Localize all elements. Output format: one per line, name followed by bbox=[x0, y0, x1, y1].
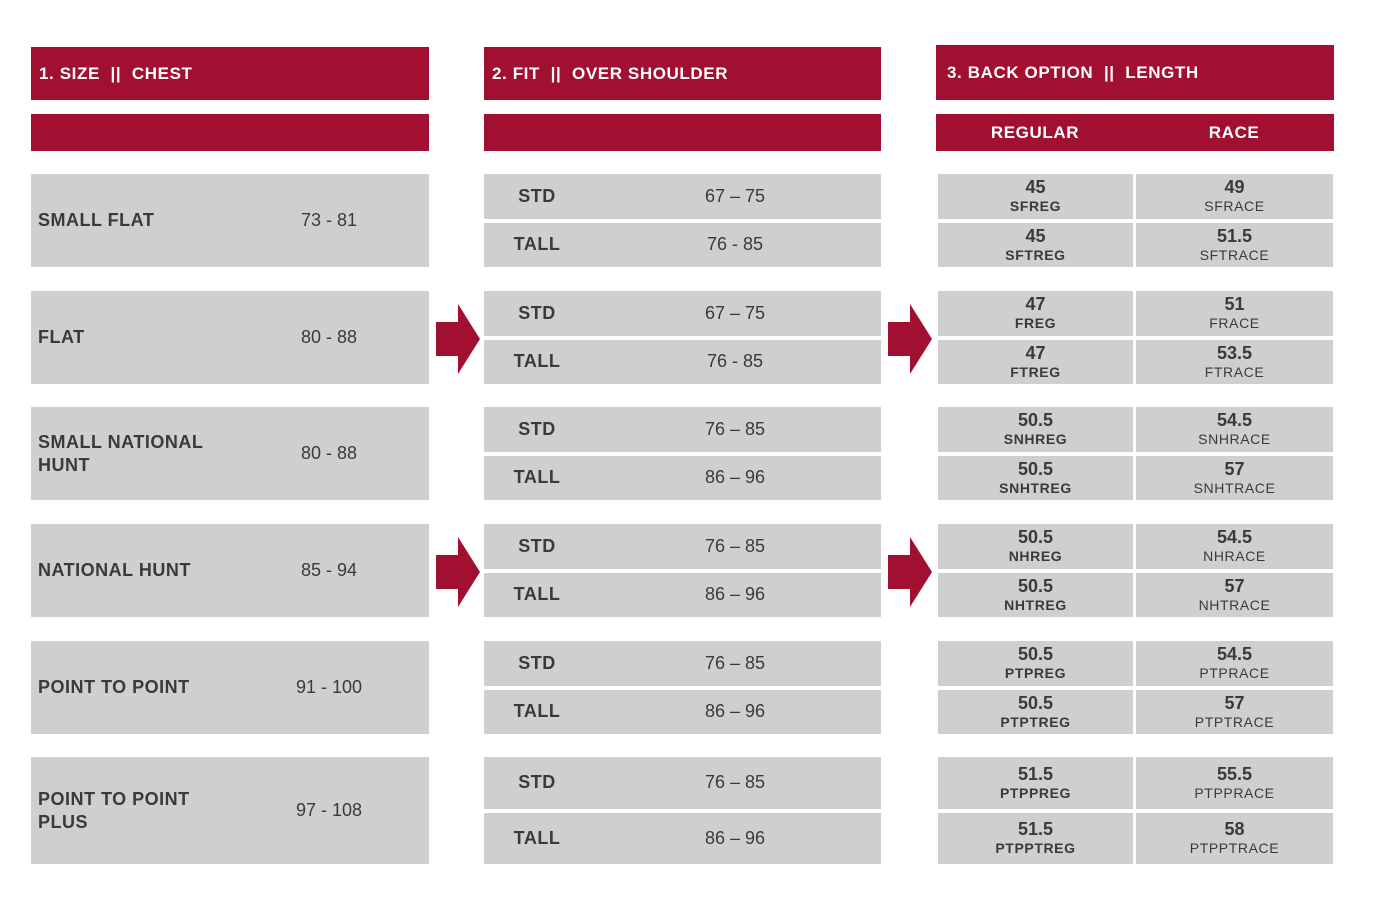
fit-label: TALL bbox=[513, 827, 561, 848]
regular-product-code: FREG bbox=[1014, 315, 1057, 332]
race-length-cell bbox=[1136, 641, 1333, 686]
race-length-cell bbox=[1136, 757, 1333, 809]
regular-product-code: SNHTREG bbox=[999, 479, 1072, 496]
race-length-cell bbox=[1136, 456, 1333, 501]
chest-range: 91 - 100 bbox=[295, 677, 363, 697]
fit-row bbox=[484, 291, 881, 336]
over-shoulder-range: 86 – 96 bbox=[704, 701, 766, 722]
regular-length-value: 45 bbox=[1025, 177, 1046, 198]
race-length-value: 51.5 bbox=[1216, 225, 1253, 246]
race-product-code: NHRACE bbox=[1203, 548, 1266, 565]
regular-length-cell bbox=[938, 407, 1133, 452]
regular-product-code: PTPREG bbox=[1004, 665, 1067, 682]
race-length-value: 57 bbox=[1224, 575, 1245, 596]
fit-subheader-bar bbox=[484, 114, 881, 151]
fit-label: STD bbox=[518, 535, 556, 556]
fit-over-shoulder-header bbox=[484, 47, 881, 100]
over-shoulder-range: 76 – 85 bbox=[704, 652, 766, 673]
size-row bbox=[31, 524, 429, 617]
fit-row bbox=[484, 456, 881, 501]
chest-range: 73 - 81 bbox=[300, 210, 358, 230]
race-product-code: PTPPTRACE bbox=[1189, 840, 1280, 857]
arrow-right-icon bbox=[436, 304, 480, 374]
fit-label: STD bbox=[518, 185, 556, 206]
regular-length-value: 50.5 bbox=[1017, 644, 1054, 665]
size-chest-header bbox=[31, 47, 429, 100]
regular-length-value: 50.5 bbox=[1017, 410, 1054, 431]
regular-length-value: 47 bbox=[1025, 342, 1046, 363]
arrow-right-icon bbox=[888, 304, 932, 374]
race-length-cell bbox=[1136, 291, 1333, 336]
race-length-value: 49 bbox=[1224, 177, 1245, 198]
regular-length-value: 51.5 bbox=[1017, 763, 1054, 784]
regular-length-value: 50.5 bbox=[1017, 458, 1054, 479]
race-product-code: SNHTRACE bbox=[1193, 479, 1276, 496]
size-name: POINT TO POINT PLUS bbox=[38, 788, 190, 832]
regular-length-value: 50.5 bbox=[1017, 692, 1054, 713]
over-shoulder-range: 76 - 85 bbox=[706, 234, 764, 255]
fit-label: TALL bbox=[513, 351, 561, 372]
race-length-value: 54.5 bbox=[1216, 410, 1253, 431]
regular-length-cell bbox=[938, 641, 1133, 686]
fit-row bbox=[484, 524, 881, 569]
regular-length-cell bbox=[938, 690, 1133, 735]
size-name: POINT TO POINT bbox=[38, 677, 190, 697]
arrow-right-icon bbox=[888, 537, 932, 607]
over-shoulder-range: 76 – 85 bbox=[704, 418, 766, 439]
fit-row bbox=[484, 407, 881, 452]
regular-product-code: PTPPREG bbox=[999, 784, 1072, 801]
size-name: NATIONAL HUNT bbox=[38, 560, 191, 580]
regular-product-code: FTREG bbox=[1010, 363, 1061, 380]
over-shoulder-range: 67 – 75 bbox=[704, 302, 766, 323]
regular-product-code: SFREG bbox=[1009, 198, 1062, 215]
size-subheader-bar bbox=[31, 114, 429, 151]
back-option-length-header bbox=[936, 45, 1334, 100]
regular-length-cell bbox=[938, 524, 1133, 569]
fit-label: STD bbox=[518, 302, 556, 323]
race-product-code: SFRACE bbox=[1204, 198, 1265, 215]
regular-product-code: PTPPTREG bbox=[995, 840, 1076, 857]
size-name: SMALL FLAT bbox=[38, 210, 155, 230]
fit-row bbox=[484, 690, 881, 735]
fit-row bbox=[484, 340, 881, 385]
race-length-value: 55.5 bbox=[1216, 763, 1253, 784]
length-subheader-bar bbox=[936, 114, 1334, 151]
over-shoulder-range: 76 – 85 bbox=[704, 535, 766, 556]
size-chest-header-label: 1. SIZE || CHEST bbox=[39, 63, 193, 83]
race-length-cell bbox=[1136, 524, 1333, 569]
back-option-header-label: 3. BACK OPTION || LENGTH bbox=[947, 62, 1199, 82]
chest-range: 80 - 88 bbox=[300, 327, 358, 347]
race-length-value: 54.5 bbox=[1216, 527, 1253, 548]
regular-product-code: SFTREG bbox=[1005, 246, 1066, 263]
regular-length-value: 50.5 bbox=[1017, 527, 1054, 548]
race-length-value: 51 bbox=[1224, 294, 1245, 315]
race-column-label: RACE bbox=[1208, 122, 1260, 142]
fit-row bbox=[484, 757, 881, 809]
over-shoulder-range: 67 – 75 bbox=[704, 185, 766, 206]
size-name: FLAT bbox=[38, 327, 85, 347]
size-row bbox=[31, 641, 429, 734]
over-shoulder-range: 76 – 85 bbox=[704, 772, 766, 793]
race-product-code: FTRACE bbox=[1204, 363, 1265, 380]
regular-length-cell bbox=[938, 573, 1133, 618]
arrow-right-icon bbox=[436, 537, 480, 607]
fit-row bbox=[484, 813, 881, 865]
race-length-cell bbox=[1136, 407, 1333, 452]
race-product-code: PTPRACE bbox=[1199, 665, 1270, 682]
regular-length-value: 45 bbox=[1025, 225, 1046, 246]
race-product-code: SFTRACE bbox=[1199, 246, 1270, 263]
race-length-cell bbox=[1136, 174, 1333, 219]
regular-length-cell bbox=[938, 340, 1133, 385]
fit-label: TALL bbox=[513, 701, 561, 722]
race-length-cell bbox=[1136, 813, 1333, 865]
over-shoulder-range: 86 – 96 bbox=[704, 467, 766, 488]
fit-header-label: 2. FIT || OVER SHOULDER bbox=[492, 63, 729, 83]
over-shoulder-range: 86 – 96 bbox=[704, 827, 766, 848]
size-row bbox=[31, 291, 429, 384]
regular-length-cell bbox=[938, 813, 1133, 865]
fit-row bbox=[484, 573, 881, 618]
size-row bbox=[31, 174, 429, 267]
regular-product-code: PTPTREG bbox=[1000, 713, 1071, 730]
fit-label: STD bbox=[518, 652, 556, 673]
size-name: SMALL NATIONAL HUNT bbox=[38, 431, 203, 475]
over-shoulder-range: 86 – 96 bbox=[704, 584, 766, 605]
regular-product-code: NHTREG bbox=[1004, 596, 1067, 613]
regular-product-code: SNHREG bbox=[1003, 431, 1068, 448]
race-product-code: PTPPRACE bbox=[1194, 784, 1275, 801]
regular-length-cell bbox=[938, 223, 1133, 268]
fit-label: TALL bbox=[513, 584, 561, 605]
chest-range: 80 - 88 bbox=[300, 443, 358, 463]
regular-length-value: 51.5 bbox=[1017, 819, 1054, 840]
regular-length-value: 50.5 bbox=[1017, 575, 1054, 596]
chest-range: 97 - 108 bbox=[295, 800, 363, 820]
over-shoulder-range: 76 - 85 bbox=[706, 351, 764, 372]
race-length-value: 57 bbox=[1224, 692, 1245, 713]
race-length-value: 58 bbox=[1224, 819, 1245, 840]
chest-range: 85 - 94 bbox=[300, 560, 358, 580]
regular-length-cell bbox=[938, 757, 1133, 809]
regular-length-cell bbox=[938, 456, 1133, 501]
race-length-value: 54.5 bbox=[1216, 644, 1253, 665]
race-length-cell bbox=[1136, 223, 1333, 268]
fit-row bbox=[484, 641, 881, 686]
regular-length-value: 47 bbox=[1025, 294, 1046, 315]
race-length-cell bbox=[1136, 340, 1333, 385]
race-product-code: SNHRACE bbox=[1198, 431, 1271, 448]
race-product-code: FRACE bbox=[1209, 315, 1260, 332]
race-length-cell bbox=[1136, 690, 1333, 735]
race-product-code: PTPTRACE bbox=[1194, 713, 1275, 730]
regular-length-cell bbox=[938, 174, 1133, 219]
regular-column-label: REGULAR bbox=[990, 122, 1080, 142]
fit-label: STD bbox=[518, 772, 556, 793]
regular-product-code: NHREG bbox=[1008, 548, 1063, 565]
fit-row bbox=[484, 174, 881, 219]
size-row bbox=[31, 407, 429, 500]
race-length-value: 53.5 bbox=[1216, 342, 1253, 363]
race-length-cell bbox=[1136, 573, 1333, 618]
race-product-code: NHTRACE bbox=[1198, 596, 1271, 613]
size-row bbox=[31, 757, 429, 864]
fit-label: TALL bbox=[513, 467, 561, 488]
fit-row bbox=[484, 223, 881, 268]
fit-label: TALL bbox=[513, 234, 561, 255]
race-length-value: 57 bbox=[1224, 458, 1245, 479]
fit-label: STD bbox=[518, 418, 556, 439]
regular-length-cell bbox=[938, 291, 1133, 336]
